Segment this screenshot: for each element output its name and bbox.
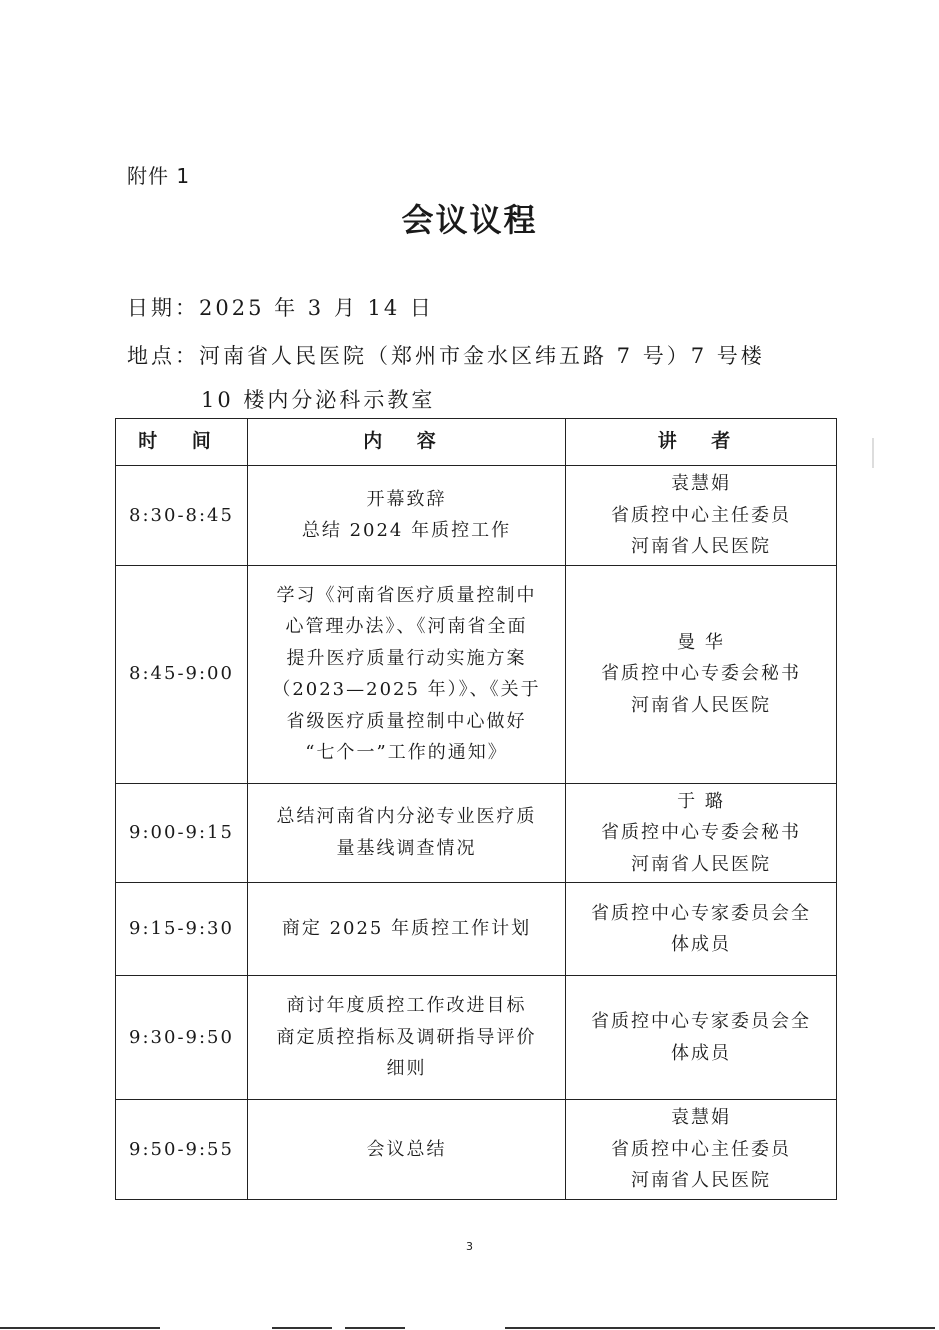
content-line: 心管理办法》、《河南省全面 xyxy=(285,616,528,637)
meeting-date xyxy=(127,292,434,322)
speaker-line: 省质控中心专家委员会全 xyxy=(591,902,811,924)
speaker-line: 河南省人民医院 xyxy=(631,853,771,875)
header-time: 时 间 xyxy=(116,419,248,466)
bottom-rule xyxy=(345,1327,405,1329)
content-line: 商讨年度质控工作改进目标 xyxy=(286,995,527,1017)
agenda-body xyxy=(116,466,837,1200)
content-line: 省级医疗质量控制中心做好 xyxy=(286,710,527,732)
bottom-rule xyxy=(272,1327,332,1329)
speaker-line: 于 璐 xyxy=(677,790,725,812)
table-header-row xyxy=(116,419,837,466)
content-line: 商定 2025 年质控工作计划 xyxy=(281,918,532,940)
speaker-line: 体成员 xyxy=(671,1042,731,1064)
content-cell xyxy=(248,883,566,976)
time-cell: 9:00-9:15 xyxy=(116,783,248,883)
page-title: 会议议程 xyxy=(401,201,538,239)
speaker-line: 省质控中心专委会秘书 xyxy=(601,822,801,843)
table-row xyxy=(116,466,837,566)
content-line: 提升医疗质量行动实施方案 xyxy=(286,647,527,669)
date-value: 2025 年 3 月 14 日 xyxy=(199,296,434,320)
time-cell: 8:45-9:00 xyxy=(116,565,248,783)
speaker-line: 省质控中心主任委员 xyxy=(611,1138,791,1160)
speaker-cell xyxy=(566,466,837,566)
speaker-line: 省质控中心专委会秘书 xyxy=(601,663,801,685)
table-row xyxy=(116,976,837,1100)
meeting-place xyxy=(127,340,765,370)
speaker-line: 省质控中心主任委员 xyxy=(611,504,791,526)
content-line: 学习《河南省医疗质量控制中 xyxy=(276,584,537,606)
table-row xyxy=(116,1100,837,1200)
agenda-table xyxy=(115,418,837,1200)
content-cell xyxy=(248,466,566,566)
speaker-cell xyxy=(566,883,837,976)
content-cell xyxy=(248,565,566,783)
page-number: 3 xyxy=(466,1240,473,1253)
attachment-label: 附件 1 xyxy=(127,164,191,188)
scan-mark xyxy=(872,438,874,468)
speaker-cell xyxy=(566,976,837,1100)
speaker-cell xyxy=(566,783,837,883)
time-cell: 9:50-9:55 xyxy=(116,1100,248,1200)
speaker-line: 体成员 xyxy=(671,934,731,955)
content-line: 细则 xyxy=(386,1058,427,1080)
bottom-rule xyxy=(505,1327,935,1329)
table-row xyxy=(116,883,837,976)
content-cell xyxy=(248,1100,566,1200)
content-line: 商定质控指标及调研指导评价 xyxy=(276,1026,537,1048)
content-line: 总结 2024 年质控工作 xyxy=(301,520,512,542)
content-line: 开幕致辞 xyxy=(366,488,447,510)
time-cell: 8:30-8:45 xyxy=(116,466,248,566)
speaker-cell xyxy=(566,1100,837,1200)
date-label: 日期： xyxy=(127,296,199,320)
table-row xyxy=(116,565,837,783)
speaker-line: 河南省人民医院 xyxy=(631,1170,771,1191)
speaker-line: 袁慧娟 xyxy=(671,1107,731,1128)
content-cell xyxy=(248,976,566,1100)
speaker-line: 河南省人民医院 xyxy=(631,694,771,716)
content-line: （2023—2025 年）》、《关于 xyxy=(272,679,541,700)
place-line-1: 河南省人民医院（郑州市金水区纬五路 7 号）7 号楼 xyxy=(199,344,765,368)
content-line: 会议总结 xyxy=(366,1138,447,1160)
content-line: 总结河南省内分泌专业医疗质 xyxy=(276,806,537,828)
header-content: 内 容 xyxy=(248,419,566,466)
time-cell: 9:15-9:30 xyxy=(116,883,248,976)
table-row xyxy=(116,783,837,883)
speaker-cell xyxy=(566,565,837,783)
place-label: 地点： xyxy=(127,344,199,368)
time-cell: 9:30-9:50 xyxy=(116,976,248,1100)
speaker-line: 袁慧娟 xyxy=(671,473,731,494)
speaker-line: 省质控中心专家委员会全 xyxy=(591,1011,811,1032)
content-line: “七个一”工作的通知》 xyxy=(305,742,508,763)
place-line-2: 10 楼内分泌科示教室 xyxy=(201,388,436,412)
content-cell xyxy=(248,783,566,883)
content-line: 量基线调查情况 xyxy=(336,837,477,859)
speaker-line: 曼 华 xyxy=(677,631,725,653)
speaker-line: 河南省人民医院 xyxy=(631,536,771,557)
bottom-rule xyxy=(0,1327,160,1329)
header-speaker: 讲 者 xyxy=(566,419,837,466)
